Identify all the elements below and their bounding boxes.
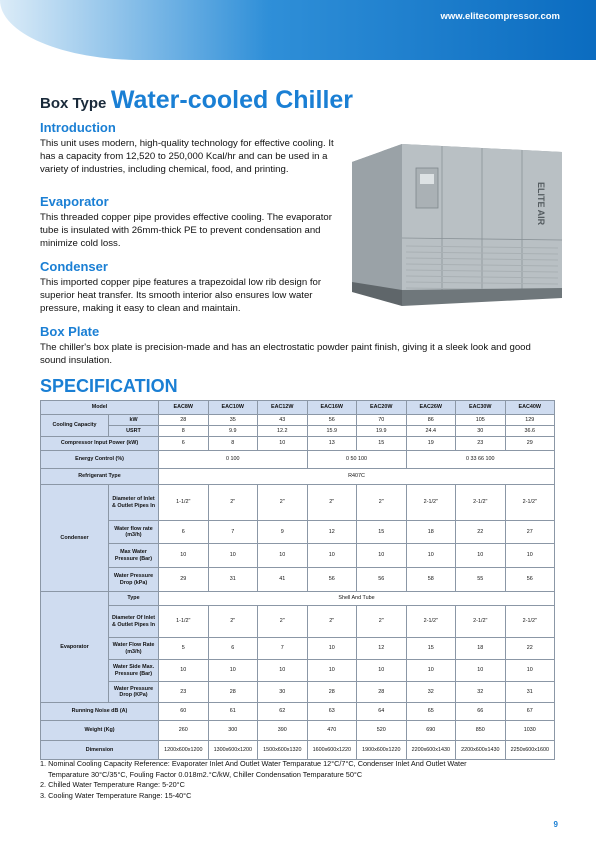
table-cell: 15 xyxy=(357,437,407,451)
table-cell: 19.9 xyxy=(357,426,407,437)
table-cell: 1-1/2" xyxy=(159,485,209,521)
table-cell: 6 xyxy=(159,521,209,544)
table-cell: 690 xyxy=(406,721,456,741)
table-cell: 10 xyxy=(307,638,357,660)
noise-label: Running Noise dB (A) xyxy=(41,703,159,721)
table-cell: 28 xyxy=(307,682,357,703)
table-cell: 56 xyxy=(307,415,357,426)
condenser-text: This imported copper pipe features a trapezoidal low rib design for superior heat transfer. Its smooth interior also ensures low water pressure, making it easy to clean and maintain. xyxy=(40,277,322,314)
table-cell: 41 xyxy=(258,568,308,592)
table-cell: 1300x600x1200 xyxy=(208,741,258,760)
introduction-text: This unit uses modern, high-quality technology for effective cooling. It has a capacity from 12,520 to 250,000 Kcal/hr and can be used in a variety of industries, including chemical, food, and printing. xyxy=(40,138,334,175)
table-cell: 61 xyxy=(208,703,258,721)
website-url[interactable]: www.elitecompressor.com xyxy=(440,11,560,22)
evaporator-heading: Evaporator xyxy=(40,194,109,209)
table-cell: 12 xyxy=(357,638,407,660)
table-cell: 260 xyxy=(159,721,209,741)
table-cell: 1200x600x1200 xyxy=(159,741,209,760)
table-cell: 129 xyxy=(505,415,555,426)
table-cell: 63 xyxy=(307,703,357,721)
table-cell: 30 xyxy=(258,682,308,703)
table-cell: 10 xyxy=(258,437,308,451)
model-label: Model xyxy=(41,401,159,415)
evaporator-text: This threaded copper pipe provides effective cooling. The evaporator tube is insulated with 26mm-thick PE to prevent condensation and minimize cold loss. xyxy=(40,212,332,249)
table-cell: 55 xyxy=(456,568,506,592)
row-label: Water Flow Rate (m3/h) xyxy=(109,638,159,660)
table-cell: 29 xyxy=(505,437,555,451)
table-cell: 470 xyxy=(307,721,357,741)
table-cell: 2" xyxy=(258,485,308,521)
table-cell: R407C xyxy=(159,469,555,485)
table-cell: 23 xyxy=(456,437,506,451)
cooling-capacity-label: Cooling Capacity xyxy=(41,415,109,437)
specification-title: SPECIFICATION xyxy=(40,376,178,396)
model-cell: EAC20W xyxy=(357,401,407,415)
chiller-brand-logo: ELITE AIR xyxy=(536,182,546,226)
table-cell: 10 xyxy=(406,544,456,568)
table-cell: 10 xyxy=(456,660,506,682)
table-cell: 2200x600x1430 xyxy=(406,741,456,760)
row-label: Water Pressure Drop (kPa) xyxy=(109,568,159,592)
page-title xyxy=(40,86,353,115)
table-cell: 1-1/2" xyxy=(159,606,209,638)
table-cell: 2-1/2" xyxy=(505,485,555,521)
table-cell: 9 xyxy=(258,521,308,544)
table-cell: 12 xyxy=(307,521,357,544)
title-main: Water-cooled Chiller xyxy=(110,86,354,114)
table-cell: 2" xyxy=(208,485,258,521)
table-cell: 7 xyxy=(258,638,308,660)
refrigerant-label: Refrigerant Type xyxy=(41,469,159,485)
input-power-label: Compressor Input Power (kW) xyxy=(41,437,159,451)
table-cell: 2" xyxy=(307,485,357,521)
table-cell: 13 xyxy=(307,437,357,451)
table-cell: 2" xyxy=(357,485,407,521)
table-cell: 22 xyxy=(505,638,555,660)
footnote-line: 2. Chilled Water Temperature Range: 5-20°C xyxy=(40,780,185,789)
table-cell: 6 xyxy=(208,638,258,660)
table-cell: 67 xyxy=(505,703,555,721)
table-cell: 520 xyxy=(357,721,407,741)
table-cell: 15 xyxy=(406,638,456,660)
table-cell: 1900x600x1220 xyxy=(357,741,407,760)
table-cell: 35 xyxy=(208,415,258,426)
table-cell: Shell And Tube xyxy=(159,592,555,606)
table-cell: 1600x600x1220 xyxy=(307,741,357,760)
usrt-label: USRT xyxy=(109,426,159,437)
table-cell: 15.9 xyxy=(307,426,357,437)
condenser-label: Condenser xyxy=(41,485,109,592)
table-cell: 31 xyxy=(505,682,555,703)
box-plate-heading: Box Plate xyxy=(40,324,100,339)
header-banner xyxy=(0,0,596,60)
table-cell: 43 xyxy=(258,415,308,426)
table-cell: 22 xyxy=(456,521,506,544)
table-cell: 2" xyxy=(258,606,308,638)
chiller-product-image xyxy=(344,142,564,306)
table-cell: 10 xyxy=(208,544,258,568)
table-cell: 10 xyxy=(456,544,506,568)
table-cell: 10 xyxy=(159,660,209,682)
evaporator-label: Evaporator xyxy=(41,592,109,703)
table-cell: 56 xyxy=(307,568,357,592)
table-cell: 8 xyxy=(159,426,209,437)
table-cell: 31 xyxy=(208,568,258,592)
table-cell: 0 50 100 xyxy=(307,451,406,469)
table-cell: 1500x600x1320 xyxy=(258,741,308,760)
table-cell: 18 xyxy=(406,521,456,544)
table-cell: 8 xyxy=(208,437,258,451)
table-cell: 2-1/2" xyxy=(456,606,506,638)
footnote-line: Temparature 30°C/35°C, Fouling Factor 0.018m2.°C/kW, Chiller Condensation Temparature 50°C xyxy=(48,769,363,779)
table-cell: 56 xyxy=(357,568,407,592)
condenser-heading: Condenser xyxy=(40,259,108,274)
table-cell: 1030 xyxy=(505,721,555,741)
table-cell: 62 xyxy=(258,703,308,721)
table-cell: 28 xyxy=(208,682,258,703)
table-cell: 10 xyxy=(258,544,308,568)
table-cell: 300 xyxy=(208,721,258,741)
table-cell: 9.9 xyxy=(208,426,258,437)
specification-table xyxy=(40,400,555,760)
table-cell: 850 xyxy=(456,721,506,741)
table-cell: 10 xyxy=(357,544,407,568)
table-cell: 2200x600x1430 xyxy=(456,741,506,760)
energy-control-label: Energy Control (%) xyxy=(41,451,159,469)
table-cell: 2" xyxy=(357,606,407,638)
table-cell: 23 xyxy=(159,682,209,703)
table-cell: 0 100 xyxy=(159,451,308,469)
table-cell: 2-1/2" xyxy=(505,606,555,638)
table-cell: 10 xyxy=(258,660,308,682)
table-cell: 0 33 66 100 xyxy=(406,451,555,469)
table-cell: 27 xyxy=(505,521,555,544)
table-cell: 10 xyxy=(505,660,555,682)
table-cell: 29 xyxy=(159,568,209,592)
table-cell: 60 xyxy=(159,703,209,721)
footnote-line: 1. Nominal Cooling Capacity Reference: Evaporater Inlet And Outlet Water Temparatue 12°C/7°C, Condenser Inlet And Outlet Water xyxy=(40,759,467,768)
model-cell: EAC30W xyxy=(456,401,506,415)
footnotes xyxy=(40,759,467,801)
table-cell: 2250x600x1600 xyxy=(505,741,555,760)
table-cell: 19 xyxy=(406,437,456,451)
table-cell: 12.2 xyxy=(258,426,308,437)
footnote-line: 3. Cooling Water Temperature Range: 15-40°C xyxy=(40,790,192,800)
row-label: Diameter Of Inlet & Outlet Pipes In xyxy=(109,606,159,638)
table-cell: 28 xyxy=(357,682,407,703)
row-label: Type xyxy=(109,592,159,606)
table-cell: 70 xyxy=(357,415,407,426)
table-cell: 105 xyxy=(456,415,506,426)
dimension-label: Dimension xyxy=(41,741,159,760)
table-cell: 2-1/2" xyxy=(406,485,456,521)
table-cell: 10 xyxy=(208,660,258,682)
table-cell: 24.4 xyxy=(406,426,456,437)
model-cell: EAC40W xyxy=(505,401,555,415)
table-cell: 32 xyxy=(406,682,456,703)
box-plate-text: The chiller's box plate is precision-made and has an electrostatic powder paint finish, giving it a sleek look and good sound insulation. xyxy=(40,342,531,366)
page-number: 9 xyxy=(553,820,558,829)
table-cell: 18 xyxy=(456,638,506,660)
table-cell: 2-1/2" xyxy=(456,485,506,521)
table-cell: 28 xyxy=(159,415,209,426)
model-cell: EAC12W xyxy=(258,401,308,415)
table-cell: 2-1/2" xyxy=(406,606,456,638)
table-cell: 10 xyxy=(159,544,209,568)
table-cell: 2" xyxy=(208,606,258,638)
table-cell: 390 xyxy=(258,721,308,741)
table-cell: 66 xyxy=(456,703,506,721)
table-cell: 10 xyxy=(406,660,456,682)
title-prefix: Box Type xyxy=(40,95,107,112)
row-label: Max Water Pressure (Bar) xyxy=(109,544,159,568)
table-cell: 86 xyxy=(406,415,456,426)
row-label: Water flow rate (m3/h) xyxy=(109,521,159,544)
table-cell: 2" xyxy=(307,606,357,638)
introduction-heading: Introduction xyxy=(40,120,116,135)
table-cell: 10 xyxy=(307,660,357,682)
table-cell: 58 xyxy=(406,568,456,592)
table-cell: 56 xyxy=(505,568,555,592)
table-cell: 10 xyxy=(357,660,407,682)
table-cell: 5 xyxy=(159,638,209,660)
model-cell: EAC16W xyxy=(307,401,357,415)
table-cell: 15 xyxy=(357,521,407,544)
model-cell: EAC26W xyxy=(406,401,456,415)
table-cell: 36.6 xyxy=(505,426,555,437)
row-label: Diameter of Inlet & Outlet Pipes In xyxy=(109,485,159,521)
table-cell: 30 xyxy=(456,426,506,437)
table-cell: 7 xyxy=(208,521,258,544)
table-cell: 65 xyxy=(406,703,456,721)
table-cell: 64 xyxy=(357,703,407,721)
table-cell: 10 xyxy=(307,544,357,568)
model-cell: EAC8W xyxy=(159,401,209,415)
table-cell: 6 xyxy=(159,437,209,451)
kw-label: kW xyxy=(109,415,159,426)
row-label: Water Pressure Drop (KPa) xyxy=(109,682,159,703)
table-cell: 10 xyxy=(505,544,555,568)
table-cell: 32 xyxy=(456,682,506,703)
model-cell: EAC10W xyxy=(208,401,258,415)
row-label: Water Side Max. Pressure (Bar) xyxy=(109,660,159,682)
weight-label: Weight (Kg) xyxy=(41,721,159,741)
